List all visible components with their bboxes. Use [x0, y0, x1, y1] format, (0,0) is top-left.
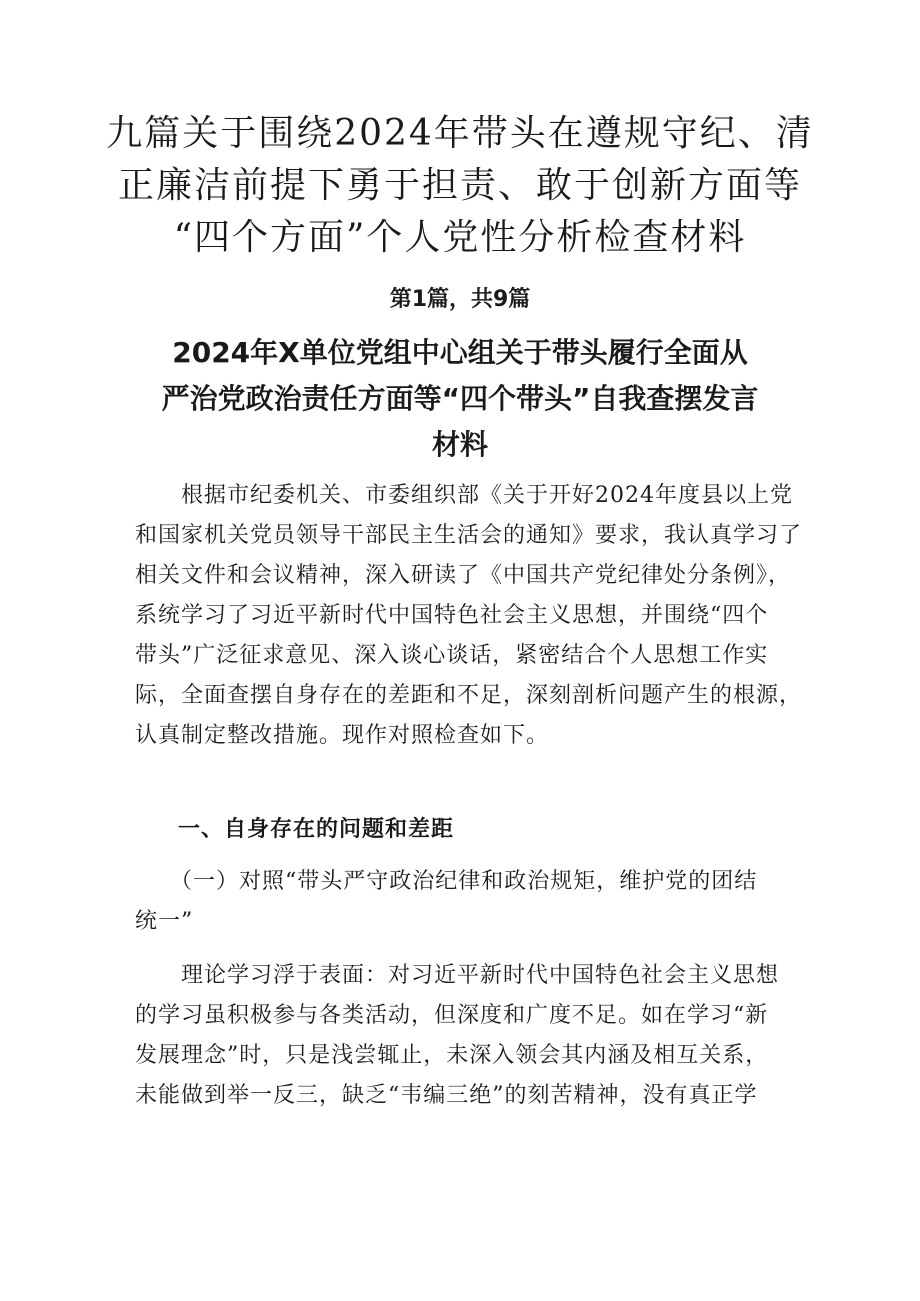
article-title — [100, 330, 820, 468]
text-line: 理论学习浮于表面：对习近平新时代中国特色社会主义思想 — [135, 963, 780, 988]
document-title — [100, 108, 820, 264]
text-line: 际，全面查摆自身存在的差距和不足，深刻剖析问题产生的根源， — [135, 683, 803, 708]
text-line: 系统学习了习近平新时代中国特色社会主义思想，并围绕“四个 — [135, 603, 769, 628]
intro-paragraph — [135, 476, 803, 756]
part-indicator: 第1篇，共9篇 — [389, 287, 531, 312]
text-line: 未能做到举一反三，缺乏“韦编三绝”的刻苦精神，没有真正学 — [135, 1083, 758, 1108]
article-title-line: 材料 — [431, 428, 488, 461]
text-line: 认真制定整改措施。现作对照检查如下。 — [135, 723, 550, 748]
text-line: 根据市纪委机关、市委组织部《关于开好2024年度县以上党 — [135, 483, 793, 508]
title-line: “四个方面”个人党性分析检查材料 — [173, 217, 747, 258]
body-paragraph — [135, 956, 795, 1116]
article-title-line: 严治党政治责任方面等“四个带头”自我查摆发言 — [161, 382, 759, 415]
subsection-heading — [135, 862, 795, 942]
title-line: 正廉洁前提下勇于担责、敢于创新方面等 — [117, 165, 802, 206]
text-line: 发展理念”时，只是浅尝辄止，未深入领会其内涵及相互关系， — [135, 1043, 769, 1068]
section-heading: 一、自身存在的问题和差距 — [178, 816, 455, 842]
text-line: 和国家机关党员领导干部民主生活会的通知》要求，我认真学习了 — [135, 523, 803, 548]
article-title-line: 2024年X单位党组中心组关于带头履行全面从 — [172, 336, 748, 369]
text-line: 带头”广泛征求意见、深入谈心谈话，紧密结合个人思想工作实 — [135, 643, 769, 668]
text-line: 的学习虽积极参与各类活动，但深度和广度不足。如在学习“新 — [135, 1003, 769, 1028]
text-line: （一）对照“带头严守政治纪律和政治规矩，维护党的团结 — [135, 869, 758, 894]
text-line: 相关文件和会议精神，深入研读了《中国共产党纪律处分条例》， — [135, 563, 792, 588]
title-line: 九篇关于围绕2024年带头在遵规守纪、清 — [106, 113, 814, 154]
text-line: 统一” — [135, 909, 194, 934]
